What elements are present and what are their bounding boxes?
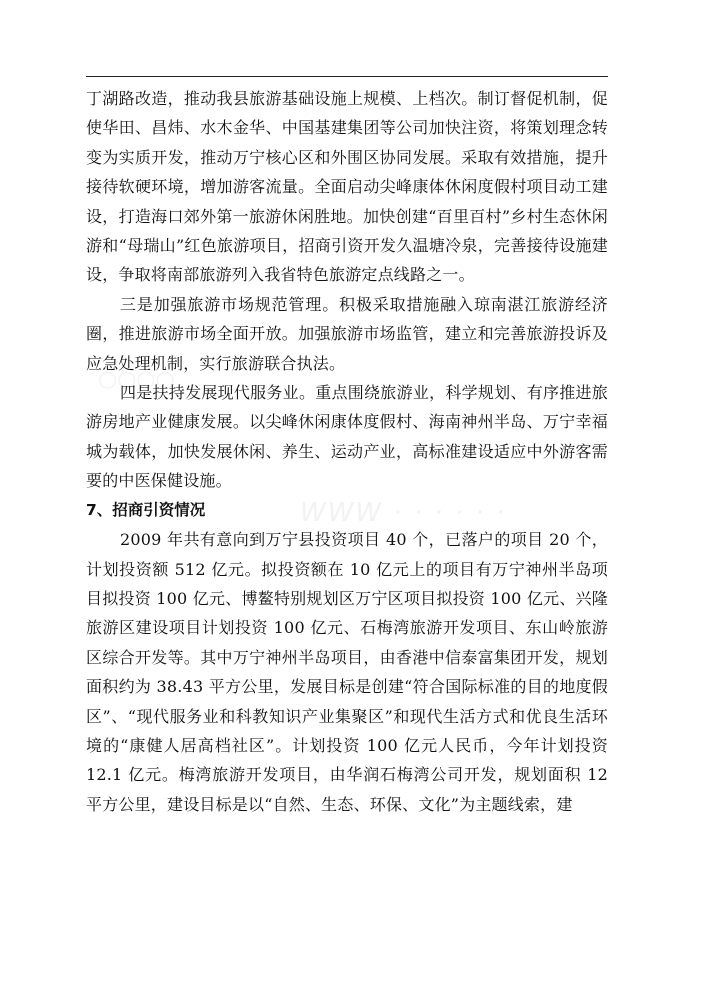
paragraph-investment: 2009 年共有意向到万宁县投资项目 40 个，已落户的项目 20 个，计划投资额 512 亿元。拟投资额在 10 亿元上的项目有万宁神州半岛项目拟投资 100 亿元、博鳌特别规划区万宁区项目拟投资 100 亿元、兴隆旅游区建设项目计划投资 100 亿元、石梅湾旅游开发项目、东山岭旅游区综合开发等。其中万宁神州半岛项目，由香港中信泰富集团开发，规划面积约为 38.43 平方公里，发展目标是创建“符合国际标准的目的地度假区”、“现代服务业和科教知识产业集聚区”和现代生活方式和优良生活环境的“康健人居高档社区”。计划投资 100 亿元人民币，今年计划投资 12.1 亿元。梅湾旅游开发项目，由华润石梅湾公司开发，规划面积 12 平方公里，建设目标是以“自然、生态、环保、文化”为主题线索，建	[86, 530, 608, 814]
watermark-logo: WWW · · · · · ·	[300, 498, 507, 528]
header-rule	[86, 76, 608, 77]
watermark-logo: ○○○○	[98, 367, 175, 392]
document-body	[86, 84, 608, 819]
paragraph-tourism-infrastructure: 丁湖路改造，推动我县旅游基础设施上规模、上档次。制订督促机制，促使华田、昌炜、水木金华、中国基建集团等公司加快注资，将策划理念转变为实质开发，推动万宁核心区和外围区协同发展。采取有效措施，提升接待软硬环境，增加游客流量。全面启动尖峰康体休闲度假村项目动工建设，打造海口郊外第一旅游休闲胜地。加快创建“百里百村”乡村生态休闲游和“母瑞山”红色旅游项目，招商引资开发久温塘冷泉，完善接待设施建设，争取将南部旅游列入我省特色旅游定点线路之一。	[86, 89, 608, 285]
paragraph-modern-services: 四是扶持发展现代服务业。重点围绕旅游业，科学规划、有序推进旅游房地产业健康发展。以尖峰休闲康体度假村、海南神州半岛、万宁幸福城为载体，加快发展休闲、养生、运动产业，高标准建设适应中外游客需要的中医保健设施。	[86, 383, 608, 491]
section-heading: 7、招商引资情况	[86, 500, 206, 519]
paragraph-market-regulation: 三是加强旅游市场规范管理。积极采取措施融入琼南湛江旅游经济圈，推进旅游市场全面开放。加强旅游市场监管，建立和完善旅游投诉及应急处理机制，实行旅游联合执法。	[86, 294, 608, 373]
